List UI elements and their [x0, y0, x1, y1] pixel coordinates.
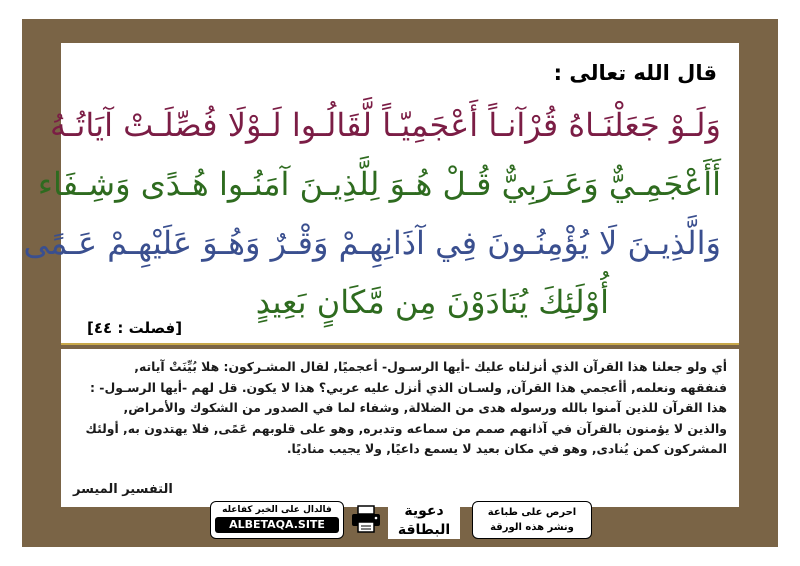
site-tagline: فالدال على الخير كفاعله — [222, 505, 332, 515]
verse-line-2: أَأَعْجَمِـيٌّ وَعَـرَبِيٌّ قُـلْ هُـوَ لِلَّذِيـنَ آمَنُـوا هُـدًى وَشِـفَاء — [37, 165, 721, 203]
tafsir-panel — [61, 349, 739, 507]
logo-top-text: دعوية — [404, 503, 444, 519]
tafsir-line-3: هذا القرآن للذين آمنوا بالله ورسوله هدى من الضلالة, وشفاء لما في الصدور من الشكوك والأمراض, — [123, 400, 727, 415]
tafsir-source: التفسير الميسر — [73, 482, 173, 497]
verse-line-1: وَلَـوْ جَعَلْنَـاهُ قُرْآنـاً أَعْجَمِيّـاً لَّقَالُـوا لَـوْلَا فُصِّلَـتْ آيَاتُـهُ — [49, 106, 721, 144]
tafsir-line-2: فنفقهه ونعلمه, أأعجمي هذا القرآن, ولسـان الذي أنزل عليه عربي؟ هذا لا يكون. قل لهم -أيها الرسـول- : — [90, 379, 727, 395]
page-heading: قال الله تعالى : — [553, 61, 717, 85]
logo-bottom-text: البطاقة — [397, 522, 451, 538]
printer-icon — [350, 505, 382, 533]
call-to-print-box — [472, 501, 592, 539]
site-url[interactable]: ALBETAQA.SITE — [215, 517, 339, 533]
footer-bar — [210, 491, 590, 543]
tafsir-text — [73, 357, 727, 460]
verse-panel — [23, 43, 739, 345]
tafsir-line-5: المشركون كمن يُنادى, وهو في مكان بعيد لا يسمع داعيًا, ولا يجيب مناديًا. — [286, 441, 727, 456]
tafsir-line-1: أي ولو جعلنا هذا القرآن الذي أنزلناه عليك -أيها الرسـول- أعجميًا, لقال المشـركون: هلا بُيِّنَتْ آياته, — [134, 359, 727, 374]
call-line-1: احرص على طباعة — [487, 507, 577, 518]
call-line-2: ونشر هذه الورقة — [490, 522, 574, 533]
verse-line-3: وَالَّذِيـنَ لَا يُؤْمِنُـونَ فِي آذَانِهِـمْ وَقْـرٌ وَهُـوَ عَلَيْهِـمْ عَـمًى — [23, 224, 721, 262]
verse-citation: [فصلت : ٤٤] — [87, 319, 183, 337]
site-box — [210, 501, 344, 539]
tafsir-line-4: والذين لا يؤمنون بالقرآن في آذانهم صمم من سماعه وتدبره, وهو على قلوبهم عَمًى, فلا يهتدون به, أولئك — [85, 420, 727, 436]
albetaqa-logo — [388, 499, 460, 539]
verse-line-4: أُوْلَئِكَ يُنَادَوْنَ مِن مَّكَانٍ بَعِيدٍ — [255, 283, 609, 321]
